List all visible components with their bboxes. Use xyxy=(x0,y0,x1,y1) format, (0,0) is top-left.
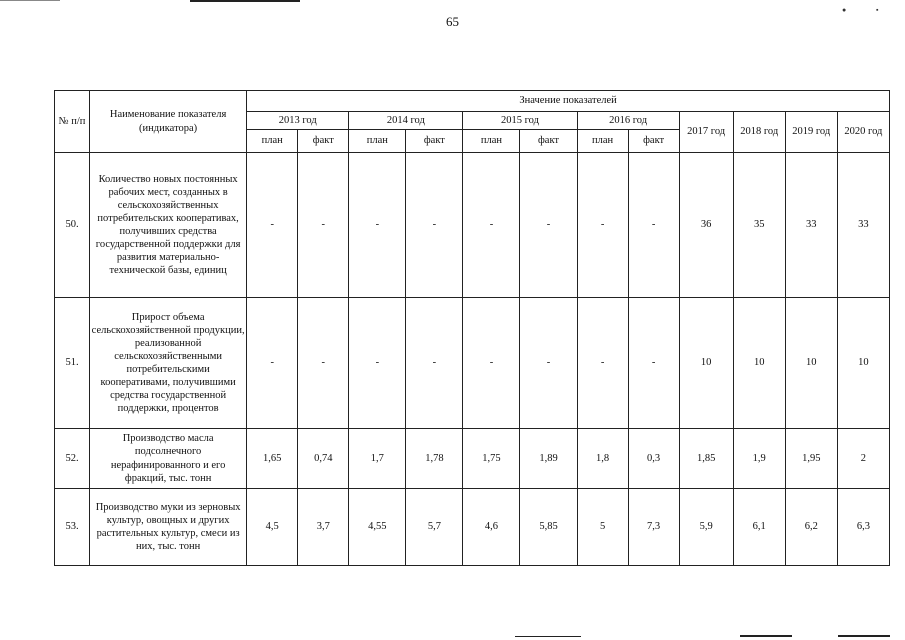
value-cell: 2 xyxy=(837,429,889,489)
value-cell: 5,7 xyxy=(406,489,463,566)
value-cell: 5,9 xyxy=(679,489,733,566)
scan-mark-top xyxy=(190,0,300,2)
value-cell: - xyxy=(463,153,520,298)
value-cell: 1,65 xyxy=(247,429,298,489)
value-cell: 1,85 xyxy=(679,429,733,489)
value-cell: - xyxy=(463,298,520,429)
row-num: 52. xyxy=(55,429,90,489)
value-cell: 1,95 xyxy=(785,429,837,489)
value-cell: - xyxy=(298,298,349,429)
header-year: 2020 год xyxy=(837,112,889,153)
value-cell: 36 xyxy=(679,153,733,298)
header-year: 2017 год xyxy=(679,112,733,153)
header-plan: план xyxy=(349,130,406,153)
value-cell: - xyxy=(349,153,406,298)
header-year: 2013 год xyxy=(247,112,349,130)
value-cell: 5 xyxy=(577,489,628,566)
value-cell: 3,7 xyxy=(298,489,349,566)
row-indicator-name: Количество новых постоянных рабочих мест, созданных в сельскохозяйственных потребительских кооперативах, получивших средства государственной поддержки для развития материально-технической базы, единиц xyxy=(90,153,247,298)
value-cell: 0,74 xyxy=(298,429,349,489)
value-cell: 35 xyxy=(733,153,785,298)
header-name: Наименование показателя (индикатора) xyxy=(90,91,247,153)
indicators-table xyxy=(54,90,890,566)
value-cell: 10 xyxy=(679,298,733,429)
value-cell: 4,6 xyxy=(463,489,520,566)
value-cell: - xyxy=(247,153,298,298)
value-cell: - xyxy=(520,153,577,298)
value-cell: - xyxy=(577,153,628,298)
scan-mark-bottom xyxy=(740,635,792,637)
header-fact: факт xyxy=(628,130,679,153)
value-cell: 5,85 xyxy=(520,489,577,566)
header-year: 2014 год xyxy=(349,112,463,130)
header-year: 2016 год xyxy=(577,112,679,130)
row-num: 50. xyxy=(55,153,90,298)
value-cell: 6,3 xyxy=(837,489,889,566)
value-cell: 1,75 xyxy=(463,429,520,489)
header-values-group: Значение показателей xyxy=(247,91,890,112)
scan-mark-dot: ▪ xyxy=(876,6,879,14)
scan-mark-top-left xyxy=(0,0,60,1)
scan-mark-bottom xyxy=(515,636,581,637)
value-cell: 1,8 xyxy=(577,429,628,489)
table-row xyxy=(55,429,890,489)
row-indicator-name: Прирост объема сельскохозяйственной продукции, реализованной сельскохозяйственными потребительскими кооперативами, получившими средства государственной поддержки, процентов xyxy=(90,298,247,429)
header-plan: план xyxy=(577,130,628,153)
value-cell: - xyxy=(406,298,463,429)
row-num: 51. xyxy=(55,298,90,429)
value-cell: - xyxy=(298,153,349,298)
value-cell: 7,3 xyxy=(628,489,679,566)
value-cell: - xyxy=(520,298,577,429)
value-cell: 1,78 xyxy=(406,429,463,489)
value-cell: 6,2 xyxy=(785,489,837,566)
header-year: 2019 год xyxy=(785,112,837,153)
row-indicator-name: Производство масла подсолнечного нерафинированного и его фракций, тыс. тонн xyxy=(90,429,247,489)
value-cell: 33 xyxy=(837,153,889,298)
value-cell: 1,7 xyxy=(349,429,406,489)
value-cell: - xyxy=(628,298,679,429)
scan-mark-dot: ● xyxy=(842,6,847,14)
header-fact: факт xyxy=(406,130,463,153)
table-row xyxy=(55,298,890,429)
header-year: 2015 год xyxy=(463,112,577,130)
value-cell: - xyxy=(577,298,628,429)
value-cell: - xyxy=(247,298,298,429)
value-cell: 4,5 xyxy=(247,489,298,566)
scan-mark-bottom xyxy=(838,635,890,637)
table-row xyxy=(55,489,890,566)
header-plan: план xyxy=(463,130,520,153)
header-fact: факт xyxy=(298,130,349,153)
value-cell: - xyxy=(628,153,679,298)
header-plan: план xyxy=(247,130,298,153)
value-cell: 6,1 xyxy=(733,489,785,566)
page-number: 65 xyxy=(446,14,459,29)
value-cell: 10 xyxy=(837,298,889,429)
row-num: 53. xyxy=(55,489,90,566)
value-cell: 4,55 xyxy=(349,489,406,566)
value-cell: 33 xyxy=(785,153,837,298)
value-cell: 1,9 xyxy=(733,429,785,489)
value-cell: 0,3 xyxy=(628,429,679,489)
table-row xyxy=(55,153,890,298)
value-cell: 10 xyxy=(785,298,837,429)
value-cell: - xyxy=(349,298,406,429)
header-num: № п/п xyxy=(55,91,90,153)
value-cell: 10 xyxy=(733,298,785,429)
value-cell: 1,89 xyxy=(520,429,577,489)
header-year: 2018 год xyxy=(733,112,785,153)
header-fact: факт xyxy=(520,130,577,153)
value-cell: - xyxy=(406,153,463,298)
row-indicator-name: Производство муки из зерновых культур, овощных и других растительных культур, смеси из них, тыс. тонн xyxy=(90,489,247,566)
